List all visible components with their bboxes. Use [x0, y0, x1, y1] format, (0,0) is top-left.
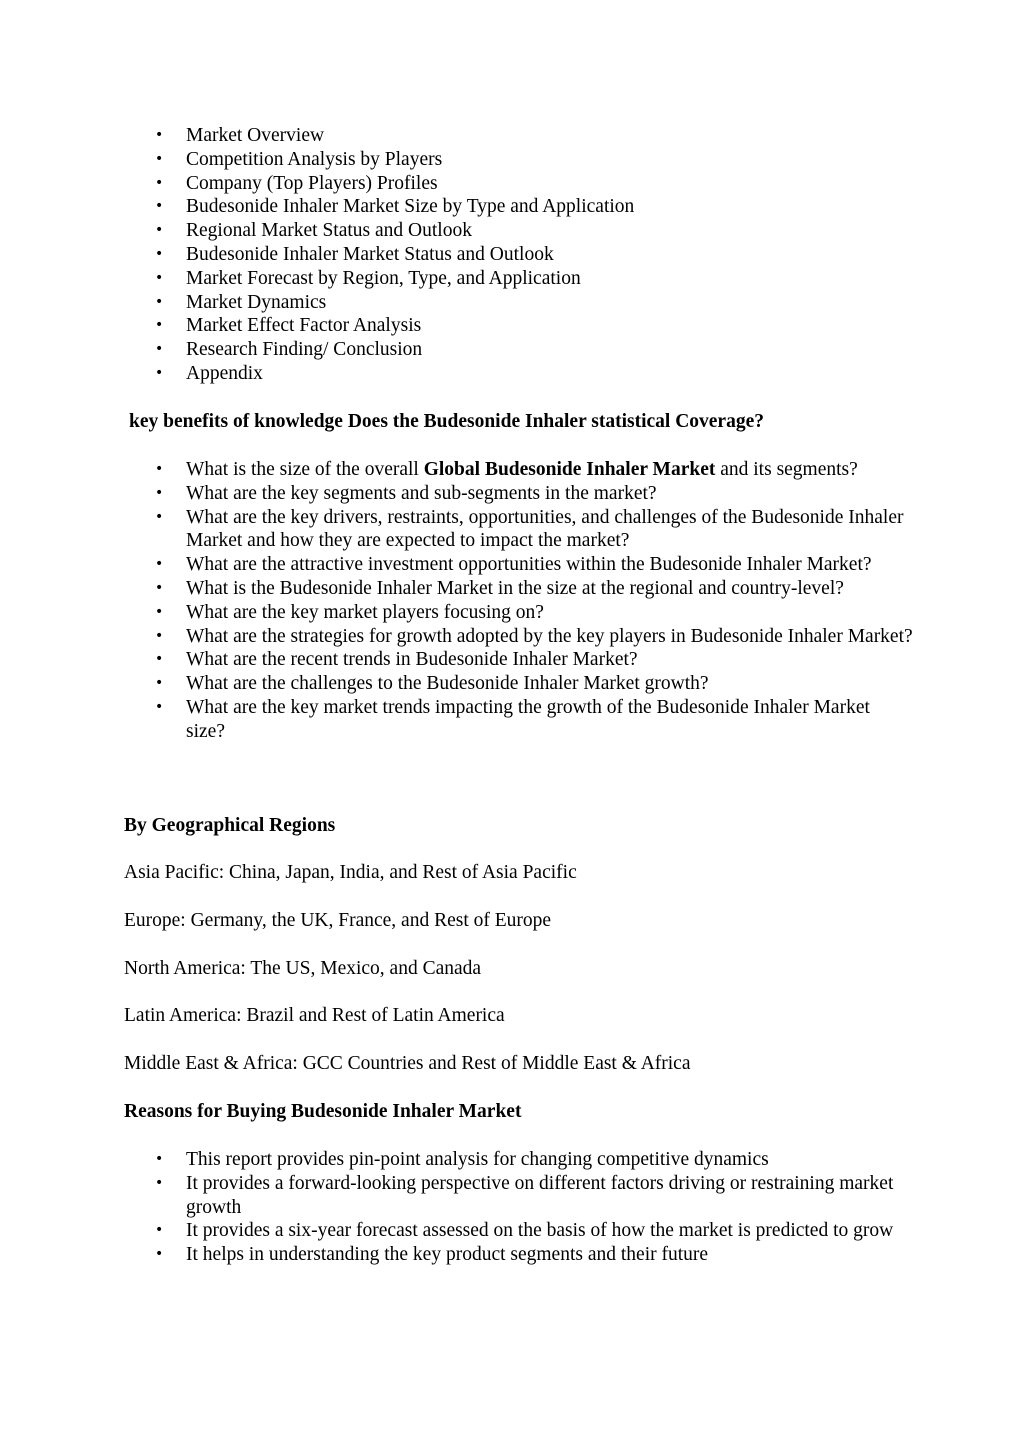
list-item [0, 267, 1023, 291]
bullet-icon: • [155, 627, 164, 644]
bullet-icon: • [155, 174, 164, 191]
bullet-icon: • [155, 461, 164, 477]
list-item-text-before: What is the size of the overall [186, 459, 424, 480]
list-item-text: Research Finding/ Conclusion [186, 339, 423, 361]
list-item [0, 506, 1023, 554]
bullet-icon: • [155, 675, 164, 692]
list-item [0, 601, 1023, 625]
list-item-text: Company (Top Players) Profiles [186, 172, 438, 194]
list-item-text: It helps in understanding the key product segments and their future [186, 1244, 709, 1266]
list-item [0, 148, 1023, 172]
bullet-icon: • [155, 484, 164, 501]
regions-heading: By Geographical Regions [124, 815, 336, 836]
list-item-text: This report provides pin-point analysis for changing competitive dynamics [186, 1149, 769, 1170]
bullet-icon: • [155, 651, 164, 668]
list-item [0, 672, 1023, 696]
bullet-icon: • [155, 364, 164, 381]
list-item-text: Market Dynamics [186, 291, 327, 313]
bullet-icon: • [155, 269, 164, 286]
list-item-text: Market Overview [186, 125, 325, 146]
bullet-icon: • [155, 245, 164, 262]
list-item [0, 482, 1023, 506]
list-item-text: What are the strategies for growth adopted by the key players in Budesonide Inhaler Market? [186, 625, 913, 647]
list-item [0, 553, 1023, 577]
region-asia-pacific: Asia Pacific: China, Japan, India, and Rest of Asia Pacific [124, 862, 577, 883]
list-item-text: What are the recent trends in Budesonide Inhaler Market? [186, 649, 638, 671]
list-item [0, 1243, 1023, 1267]
list-item-text: What are the key segments and sub-segments in the market? [186, 482, 657, 504]
bullet-icon: • [155, 1222, 164, 1239]
list-item-text: Competition Analysis by Players [186, 148, 443, 170]
bullet-icon: • [155, 603, 164, 620]
list-item [0, 1172, 1023, 1220]
list-item-text: Budesonide Inhaler Market Size by Type and Application [186, 196, 635, 218]
bullet-icon: • [155, 222, 164, 239]
region-middle-east-africa: Middle East & Africa: GCC Countries and Rest of Middle East & Africa [124, 1053, 691, 1074]
bullet-icon: • [155, 1246, 164, 1263]
bullet-icon: • [155, 198, 164, 215]
list-item-text: What are the attractive investment opportunities within the Budesonide Inhaler Market? [186, 554, 872, 576]
region-north-america: North America: The US, Mexico, and Canada [124, 958, 482, 979]
bullet-icon: • [155, 341, 164, 358]
list-item [0, 1148, 1023, 1172]
list-item [0, 291, 1023, 315]
list-item-text: What are the challenges to the Budesonide Inhaler Market growth? [186, 673, 709, 695]
benefits-heading: key benefits of knowledge Does the Budesonide Inhaler statistical Coverage? [129, 411, 764, 432]
list-item-text: Market Forecast by Region, Type, and Application [186, 267, 581, 289]
reasons-heading: Reasons for Buying Budesonide Inhaler Market [124, 1101, 522, 1122]
list-item [0, 243, 1023, 267]
list-item-text: Budesonide Inhaler Market Status and Outlook [186, 243, 554, 265]
list-item-text: Appendix [186, 362, 263, 384]
list-item [0, 219, 1023, 243]
list-item [0, 648, 1023, 672]
list-item [0, 1219, 1023, 1243]
list-item [0, 458, 1023, 482]
region-europe: Europe: Germany, the UK, France, and Rest of Europe [124, 910, 552, 931]
region-latin-america: Latin America: Brazil and Rest of Latin America [124, 1005, 505, 1026]
bullet-icon: • [155, 508, 164, 525]
list-item-text: It provides a six-year forecast assessed on the basis of how the market is predicted to grow [186, 1220, 894, 1242]
list-item-text-bold: Global Budesonide Inhaler Market [423, 459, 716, 480]
bullet-icon: • [155, 127, 164, 143]
list-item-text: What are the key market trends impacting the growth of the Budesonide Inhaler Market size? [186, 696, 870, 742]
list-item-text-after: and its segments? [715, 459, 858, 480]
bullet-icon: • [155, 698, 164, 715]
list-item [0, 696, 1023, 744]
list-item [0, 338, 1023, 362]
reasons-list [0, 1148, 1023, 1267]
list-item [0, 195, 1023, 219]
bullet-icon: • [155, 317, 164, 334]
list-item [0, 362, 1023, 386]
bullet-icon: • [155, 1151, 164, 1167]
bullet-icon: • [155, 293, 164, 310]
bullet-icon: • [155, 579, 164, 596]
list-item-text: Regional Market Status and Outlook [186, 220, 472, 242]
bullet-icon: • [155, 1174, 164, 1191]
list-item [0, 577, 1023, 601]
list-item-text: Market Effect Factor Analysis [186, 315, 422, 337]
list-item [0, 124, 1023, 148]
list-item-text: What are the key drivers, restraints, opportunities, and challenges of the Budesonide Inhaler Market and how they are expected to impact the market? [186, 506, 904, 552]
list-item-text: It provides a forward-looking perspective on different factors driving or restraining market growth [186, 1172, 894, 1218]
list-item [0, 625, 1023, 649]
benefits-list [0, 458, 1023, 744]
list-item-text: What is the Budesonide Inhaler Market in the size at the regional and country-level? [186, 577, 844, 599]
list-item-text: What are the key market players focusing on? [186, 601, 544, 623]
bullet-icon: • [155, 556, 164, 573]
list-item [0, 172, 1023, 196]
bullet-icon: • [155, 150, 164, 167]
list-item [0, 314, 1023, 338]
toc-list [0, 124, 1023, 386]
